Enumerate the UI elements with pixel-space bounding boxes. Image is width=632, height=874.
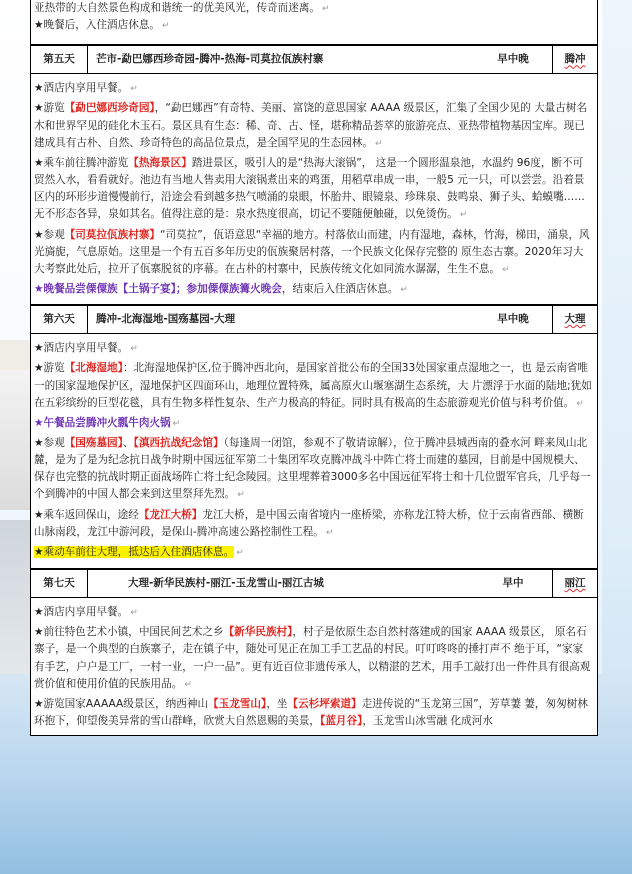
day5-menghana-para: ★游览【勐巴娜西珍奇园】，“勐巴娜西”有奇特、美丽、富饶的意思国家 AAAA 级景区，汇集了全国少见的 大量古树名木和世界罕见的硅化木玉石。景区具有生态：稀、奇、古、怪，堪称精品荟萃的旅游亮点、亚热带植物基因宝库。现已建成具有古朴、自然、珍奇特色的高品位景点，是全国罕见的生态园林。 ↵	[34, 102, 588, 149]
day5-meals: 早中晚	[474, 46, 553, 73]
day7-body	[30, 598, 598, 736]
day6-guoshang-para: ★参观【国殇墓园】、【滇西抗战纪念馆】（每逢周一闭馆，参观不了敬请谅解），位于腾冲县城西南的叠水河 畔来凤山北麓，是为了是为纪念抗日战争时期中国远征军第二十集团军攻克腾冲战斗中阵亡将士而建的墓园，目前是中国规模大、保存也完整的抗战时期正面战场阵亡将士纪念陵园。这里埋葬着3000多名中国远征军将士和十几位盟军官兵，几乎每一个到腾冲的中国人都会来到这里祭拜先烈。 ↵	[34, 436, 591, 501]
day6-longjiang-para: ★乘车返回保山，途经【龙江大桥】龙江大桥，是中国云南省境内一座桥梁，亦称龙江特大桥，位于云南省西部、横断山脉南段，龙江中游河段，是保山-腾冲高速公路控制性工程。 ↵	[34, 508, 584, 538]
intro-line: 亚热带的大自然景色构成和谐统一的优美风光，传奇而迷离。 ↵	[34, 2, 330, 14]
day5-route: 芒市-勐巴娜西珍奇园-腾冲-热海-司莫拉佤族村寨	[96, 53, 324, 66]
day6-lunch-para: ★午餐品尝腾冲火瓢牛肉火锅 ↵	[34, 416, 181, 429]
day7-breakfast: ★酒店内享用早餐。 ↵	[34, 606, 138, 619]
day5-dinner-para: ★晚餐品尝傈僳族【土锅子宴】；参加傈僳族篝火晚会，结束后入住酒店休息。 ↵	[34, 283, 408, 296]
day5-breakfast: ★酒店内享用早餐。 ↵	[34, 82, 138, 95]
day7-route: 大理-新华民族村-丽江-玉龙雪山-丽江古城	[128, 577, 324, 590]
day7-header	[30, 568, 598, 598]
day5-rehai-para: ★乘车前往腾冲游览【热海景区】踏进景区，吸引人的是“热海大滚锅”， 这是一个圆形温泉池，水温约 96度，断不可贸然入水，看看就好。池边有当地人售卖用大滚锅煮出来的鸡蛋，用稻草串成一串，一般5 元一只，可以尝尝。沿着景区内的环形步道慢慢前行，沿途会看到越多热气喷涌的泉眼，怀胎井、眼镜泉、珍珠泉、鼓鸣泉、狮子头、蛤蟆嘴……无不形态各异，泉如其名。值得注意的是：泉水热度很高，切记不要随便触碰，以免烫伤。 ↵	[34, 156, 585, 221]
day6-beihai-para: ★游览【北海湿地】：北海湿地保护区,位于腾冲西北向，是国家首批公布的全国33处国家重点湿地之一，也 是云南省唯一的国家湿地保护区，湿地保护区四面环山，地理位置特殊，属高原火山堰塞湖生态系统，大 片漂浮于水面的陆地;犹如在五彩缤纷的巨型花毯，具有生物多样性复杂、生产力极高的特征。同时具有极高的生态旅游观光价值与科考价值。 ↵	[34, 362, 592, 409]
day6-train-para: ★乘动车前往大理，抵达后入住酒店休息。 ↵	[34, 545, 244, 558]
day7-meals: 早中	[474, 570, 553, 597]
itinerary-document	[30, 0, 598, 736]
day5-stay: 腾冲	[564, 53, 586, 66]
day5-label: 第五天	[31, 46, 88, 73]
day6-label: 第六天	[31, 306, 88, 333]
day6-body	[30, 334, 598, 568]
day7-yulong-para: ★游览国家AAAAA级景区，纳西神山【玉龙雪山】，坐【云杉坪索道】走进传说的“玉龙第三国”，芳草萋 萋，匆匆树林环抱下，仰望俊美异常的雪山群峰，欣赏大自然恩赐的美景，【蓝月谷】，玉龙雪山冰雪融 化成河水	[34, 697, 588, 727]
dinner-line: ★晚餐后，入住酒店休息。 ↵	[34, 19, 170, 32]
background-house	[0, 370, 31, 510]
day5-body	[30, 74, 598, 304]
day6-route: 腾冲-北海湿地-国殇墓园-大理	[96, 313, 236, 326]
day7-xinhua-para: ★前往特色艺术小镇，中国民间艺术之乡【新华民族村】，村子是依原生态自然村落建成的国家 AAAA 级景区， 原名石寨子，是一个典型的白族寨子，走在镇子中，随处可见正在加工手工艺品的村民。叮叮咚咚的捶打声不 绝于耳，“家家有手艺，户户是工厂，一村一业，一户一品”。更有近百位非遗传承人，以精湛的艺术，用手工敲打出一件件具有很高观赏价值和使用价值的民族用品。 ↵	[34, 626, 591, 690]
intro-block	[30, 0, 598, 44]
day6-header	[30, 304, 598, 334]
day6-breakfast: ★酒店内享用早餐。 ↵	[34, 342, 138, 355]
day5-simola-para: ★参观【司莫拉佤族村寨】“司莫拉”，佤语意思“幸福的地方。村落依山而建，内有湿地，森林，竹海，梯田，涌泉，风光旖旎，气息原始。这里是一个有五百多年历史的佤族聚居村落，一个民族文化保存完整的 原生态古寨。2020年习大大考察此处后，拉开了佤寨脱贫的序幕。在古朴的村寨中，民族传统文化如同流水潺潺，生生不息。 ↵	[34, 228, 590, 275]
day7-label: 第七天	[31, 570, 88, 597]
day5-header	[30, 44, 598, 74]
day7-stay: 丽江	[564, 577, 586, 590]
day6-stay: 大理	[564, 313, 586, 326]
day6-meals: 早中晚	[474, 306, 553, 333]
